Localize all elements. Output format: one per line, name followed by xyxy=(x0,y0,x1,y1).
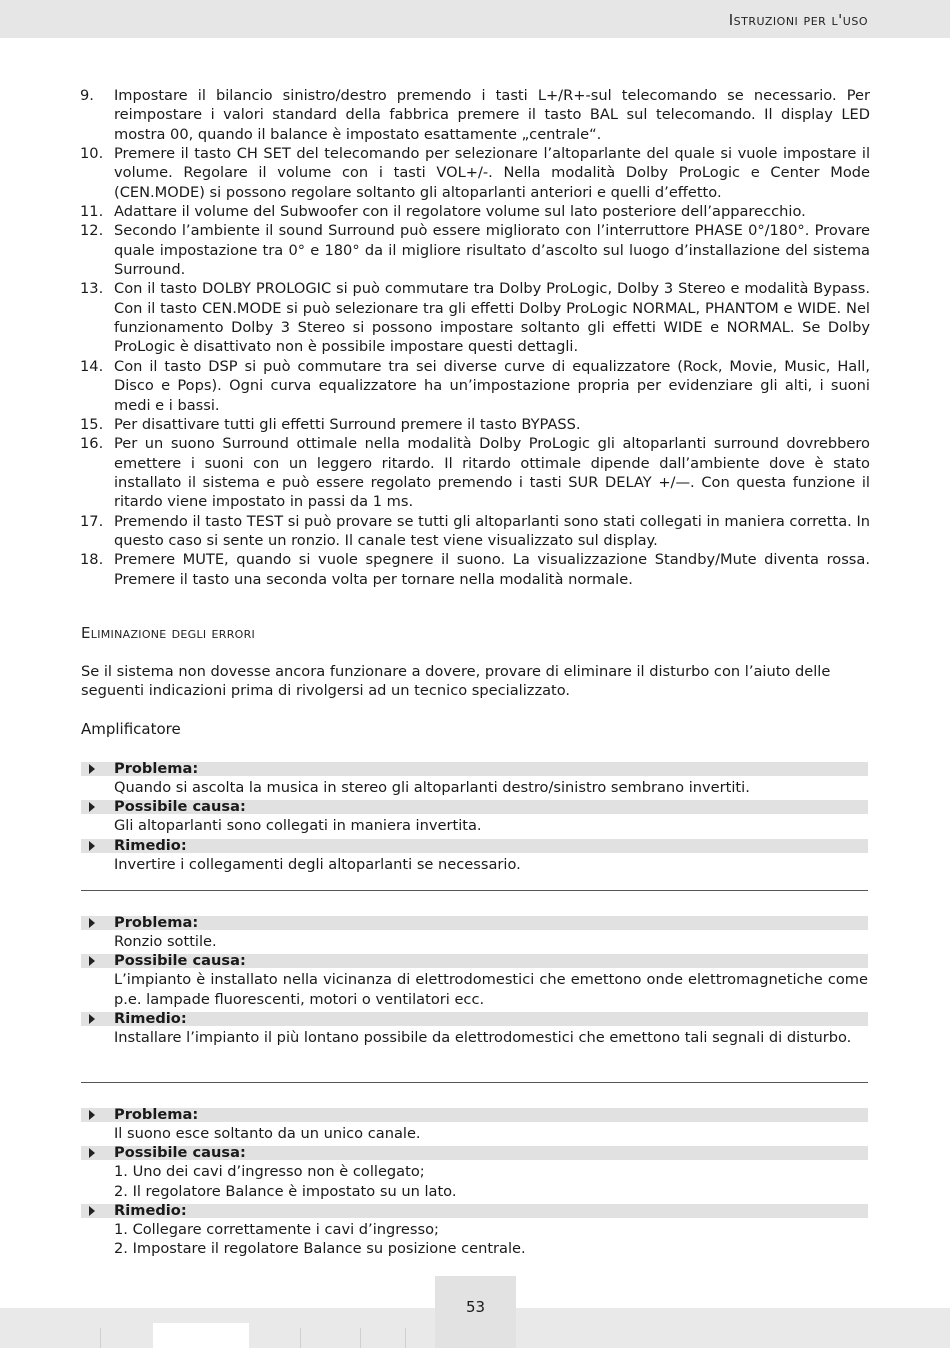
cause-text: 2. Il regolatore Balance è impostato su un lato. xyxy=(114,1182,457,1200)
step-number: 15. xyxy=(80,415,104,433)
arrow-right-icon xyxy=(89,1206,95,1216)
arrow-right-icon xyxy=(89,918,95,928)
problem-label: Problema: xyxy=(114,1106,199,1123)
step-text: Per un suono Surround ottimale nella modalità Dolby ProLogic gli altoparlanti surround dovrebbero emettere i suoni con un leggero ritardo. Il ritardo ottimale dipende dall’ambiente dove è stato installato il sistema e può essere regolato premendo i tasti SUR DELAY +/—. Con questa funzione il ritardo viene impostato in passi da 1 ms. xyxy=(114,435,870,511)
arrow-right-icon xyxy=(89,956,95,966)
problem-text: Ronzio sottile. xyxy=(114,933,217,950)
remedy-label-bar xyxy=(81,836,868,854)
remedy-label-bar xyxy=(81,1201,868,1219)
remedy-text: 1. Collegare correttamente i cavi d’ingresso; xyxy=(114,1220,439,1238)
arrow-right-icon xyxy=(89,841,95,851)
page-number: 53 xyxy=(465,1298,486,1316)
cause-label-bar xyxy=(81,1146,868,1160)
remedy-label: Rimedio: xyxy=(114,1201,187,1219)
step-number: 18. xyxy=(80,551,104,569)
step-number: 10. xyxy=(80,145,104,163)
remedy-text: 2. Impostare il regolatore Balance su posizione centrale. xyxy=(114,1240,526,1258)
step-text: Premere il tasto CH SET del telecomando per selezionare l’altoparlante del quale si vuole impostare il volume. Regolare il volume con i tasti VOL+/-. Nella modalità Dolby ProLogic e Center Mode (CEN.MODE) si possono regolare soltanto gli altoparlanti anteriori e quelli d’effetto. xyxy=(114,145,870,201)
cause-text: Gli altoparlanti sono collegati in maniera invertita. xyxy=(114,817,482,835)
step-text: Con il tasto DSP si può commutare tra sei diverse curve di equalizzatore (Rock, Movie, Music, Hall, Disco e Pops). Ogni curva equalizzatore ha un’impostazione propria per evidenziare gli alti, i suoni medi e i bassi. xyxy=(114,357,870,414)
step-item xyxy=(80,221,870,279)
footer-divider xyxy=(100,1328,101,1348)
step-number: 12. xyxy=(80,222,104,240)
cause-text: 1. Uno dei cavi d’ingresso non è collegato; xyxy=(114,1163,425,1181)
step-number: 14. xyxy=(80,357,104,375)
header-title: Istruzioni per l'uso xyxy=(728,11,868,29)
step-item xyxy=(80,144,870,202)
problem-text: Il suono esce soltanto da un unico canale. xyxy=(114,1125,421,1142)
troubleshoot-block xyxy=(81,916,868,1047)
intro-paragraph: Se il sistema non dovesse ancora funzionare a dovere, provare di eliminare il disturbo con l’aiuto delle seguenti indicazioni prima di rivolgersi ad un tecnico specializzato. xyxy=(81,663,831,700)
footer-divider xyxy=(300,1328,301,1348)
arrow-right-icon xyxy=(89,1014,95,1024)
divider xyxy=(81,1082,868,1083)
remedy-text: Invertire i collegamenti degli altoparlanti se necessario. xyxy=(114,855,521,873)
instruction-steps xyxy=(80,86,870,589)
step-number: 13. xyxy=(80,280,104,298)
section-heading: Eliminazione degli errori xyxy=(81,624,256,642)
arrow-right-icon xyxy=(89,764,95,774)
remedy-label: Rimedio: xyxy=(114,1009,187,1027)
step-item xyxy=(80,86,870,144)
remedy-text: Installare l’impianto il più lontano possibile da elettrodomestici che emettono tali segnali di disturbo. xyxy=(114,1028,852,1046)
divider xyxy=(81,890,868,891)
arrow-right-icon xyxy=(89,802,95,812)
cause-label: Possibile causa: xyxy=(114,798,246,816)
step-number: 17. xyxy=(80,512,104,530)
step-item xyxy=(80,279,870,356)
cause-text: L’impianto è installato nella vicinanza di elettrodomestici che emettono onde elettromagnetiche come p.e. lampade fluorescenti, motori o ventilatori ecc. xyxy=(114,971,868,1008)
problem-label-bar xyxy=(81,1108,868,1122)
cause-label-bar xyxy=(81,800,868,814)
step-item xyxy=(80,202,870,221)
step-number: 16. xyxy=(80,435,104,453)
step-number: 9. xyxy=(80,87,94,104)
remedy-label: Rimedio: xyxy=(114,836,187,854)
cause-label: Possibile causa: xyxy=(114,1144,246,1162)
footer-divider xyxy=(405,1328,406,1348)
step-text: Premere MUTE, quando si vuole spegnere il suono. La visualizzazione Standby/Mute diventa rossa. Premere il tasto una seconda volta per tornare nella modalità normale. xyxy=(114,551,870,588)
troubleshoot-block xyxy=(81,762,868,874)
footer-white-block xyxy=(153,1323,249,1348)
step-text: Premendo il tasto TEST si può provare se tutti gli altoparlanti sono stati collegati in maniera corretta. In questo caso si sente un ronzio. Il canale test viene visualizzato sul display. xyxy=(114,512,870,549)
problem-label-bar xyxy=(81,916,868,930)
step-text: Adattare il volume del Subwoofer con il regolatore volume sul lato posteriore dell’apparecchio. xyxy=(114,203,806,221)
cause-label-bar xyxy=(81,954,868,968)
arrow-right-icon xyxy=(89,1110,95,1120)
troubleshoot-block xyxy=(81,1108,868,1258)
problem-label: Problema: xyxy=(114,914,199,931)
sub-heading: Amplificatore xyxy=(81,720,181,738)
problem-label: Problema: xyxy=(114,760,199,777)
step-text: Secondo l’ambiente il sound Surround può essere migliorato con l’interruttore PHASE 0°/180°. Provare quale impostazione tra 0° e 180° da il migliore risultato d’ascolto sul luogo d’installazione del sistema Surround. xyxy=(114,222,870,279)
remedy-label-bar xyxy=(81,1009,868,1027)
step-text: Con il tasto DOLBY PROLOGIC si può commutare tra Dolby ProLogic, Dolby 3 Stereo e modalità Bypass. Con il tasto CEN.MODE si può selezionare tra gli effetti Dolby ProLogic NORMAL, PHANTOM e WIDE. Nel funzionamento Dolby 3 Stereo si possono impostare soltanto gli effetti WIDE e NORMAL. Se Dolby ProLogic è disattivato non è possibile impostare questi dettagli. xyxy=(114,280,870,356)
step-number: 11. xyxy=(80,203,104,221)
problem-label-bar xyxy=(81,762,868,776)
step-item xyxy=(80,550,870,589)
step-item xyxy=(80,357,870,415)
problem-text: Quando si ascolta la musica in stereo gli altoparlanti destro/sinistro sembrano invertiti. xyxy=(114,779,750,796)
arrow-right-icon xyxy=(89,1148,95,1158)
step-item xyxy=(80,415,870,434)
cause-label: Possibile causa: xyxy=(114,952,246,970)
step-text: Per disattivare tutti gli effetti Surround premere il tasto BYPASS. xyxy=(114,415,581,433)
step-text: Impostare il bilancio sinistro/destro premendo i tasti L+/R+-sul telecomando se necessario. Per reimpostare i valori standard della fabbrica premere il tasto BAL sul telecomando. Il display LED mostra 00, quando il balance è impostato esattamente „centrale“. xyxy=(114,87,870,143)
step-item xyxy=(80,512,870,551)
step-item xyxy=(80,434,870,511)
footer-divider xyxy=(360,1328,361,1348)
header-bar xyxy=(0,0,950,38)
